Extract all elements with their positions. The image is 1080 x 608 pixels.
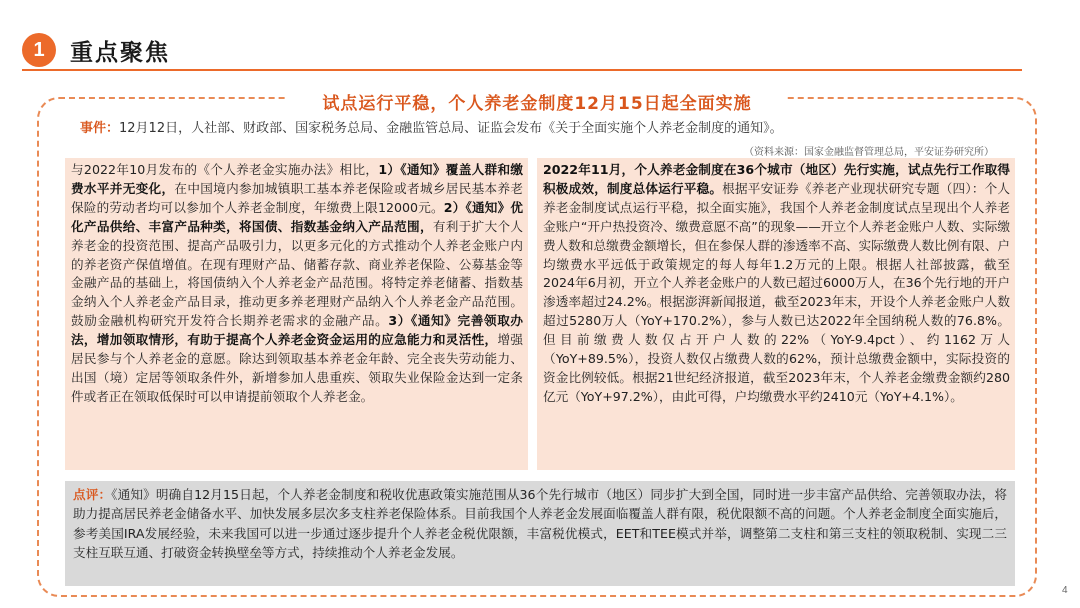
column-text: 增强居民参与个人养老金的意愿。除达到领取基本养老金年龄、完全丧失劳动能力、出国（境）定居等领取条件外，新增参加人患重疾、领取失业保险金达到一定条件或者正在领取低保时可以申请提前领取个人养老金。	[71, 332, 524, 404]
right-analysis-column	[537, 158, 1015, 470]
event-line	[80, 117, 1000, 136]
comment-text: 《通知》明确自12月15日起，个人养老金制度和税收优惠政策实施范围从36个先行城市（地区）同步扩大到全国，同时进一步丰富产品供给、完善领取办法，将助力提高居民养老金储备水平、加快发展多层次多支柱养老保险体系。目前我国个人养老金发展面临覆盖人群有限，税优限额不高的问题。个人养老金制度全面实施后，参考美国IRA发展经验，未来我国可以进一步通过逐步提升个人养老金税优限额，丰富税优模式，EET和TEE模式并举，调整第二支柱和第三支柱的领取税制、实现二三支柱互联互通、打破资金转换壁垒等方式，持续推动个人养老金发展。	[73, 487, 1008, 561]
page-number: 4	[1062, 585, 1068, 596]
comment-box	[65, 481, 1015, 586]
section-title: 重点聚焦	[70, 39, 170, 66]
section-header	[22, 28, 170, 72]
column-text: 在中国境内参加城镇职工基本养老保险或者城乡居民基本养老保险的劳动者均可以参加个人养老金制度，年缴费上限12000元。	[71, 180, 524, 215]
event-label: 事件：	[80, 121, 120, 136]
main-title-tab	[288, 86, 786, 116]
main-title: 试点运行平稳，个人养老金制度12月15日起全面实施	[322, 93, 752, 114]
source-note: （资料来源：国家金融监督管理总局，平安证券研究所）	[744, 147, 994, 158]
header-divider	[22, 69, 1022, 71]
left-analysis-column	[65, 158, 528, 470]
column-text: 与2022年10月发布的《个人养老金实施办法》相比，	[71, 162, 379, 177]
comment-label: 点评：	[73, 487, 112, 502]
column-highlight-text: 1）《通知》覆盖人群和缴费水平并无变化，	[71, 162, 524, 196]
section-number-badge: 1	[22, 33, 56, 67]
column-highlight-text: 3）《通知》完善领取办法，增加领取情形，有助于提高个人养老金资金运用的应急能力和灵活性，	[71, 313, 524, 348]
column-text: 有利于扩大个人养老金的投资范围、提高产品吸引力，以更多元化的方式推动个人养老金账户内的养老资产保值增值。在现有理财产品、储蓄存款、商业养老保险、公募基金等金融产品的基础上，将国债纳入个人养老金产品范围。将特定养老储蓄、指数基金纳入个人养老金产品目录，推动更多养老理财产品纳入个人养老金产品范围。鼓励金融机构研究开发符合长期养老需求的金融产品。	[71, 218, 524, 329]
column-highlight-text: 2）《通知》优化产品供给、丰富产品种类，将国债、指数基金纳入产品范围，	[71, 199, 523, 234]
column-text: 根据平安证券《养老产业现状研究专题（四）：个人养老金制度试点运行平稳，拟全面实施》，我国个人养老金制度试点呈现出个人养老金账户“开户热投资冷、缴费意愿不高”的现象——开立个人养老金账户人数、实际缴费人数和总缴费金额增长，但在参保人群的渗透率不高、实际缴费人数比例有限、户均缴费水平远低于政策规定的每人每年1.2万元的上限。根据人社部披露，截至2024年6月初，开立个人养老金账户的人数已超过6000万人，在36个先行地的开户渗透率超过24.2%。根据澎湃新闻报道，截至2023年末，开设个人养老金账户人数超过5280万人（YoY+170.2%），参与人数已达2022年全国纳税人数的76.8%。但目前缴费人数仅占开户人数的22%（YoY-9.4pct）、约1162万人（YoY+89.5%），投资人数仅占缴费人数的62%，预计总缴费金额中，实际投资的资金比例较低。根据21世纪经济报道，截至2023年末，个人养老金缴费金额约280亿元（YoY+97.2%），由此可得，户均缴费水平约2410元（YoY+4.1%）。	[543, 180, 1011, 404]
event-text: 12月12日，人社部、财政部、国家税务总局、金融监管总局、证监会发布《关于全面实施个人养老金制度的通知》。	[119, 121, 783, 136]
column-highlight-text: 2022年11月，个人养老金制度在36个城市（地区）先行实施，试点先行工作取得积极成效，制度总体运行平稳。	[543, 162, 1010, 196]
